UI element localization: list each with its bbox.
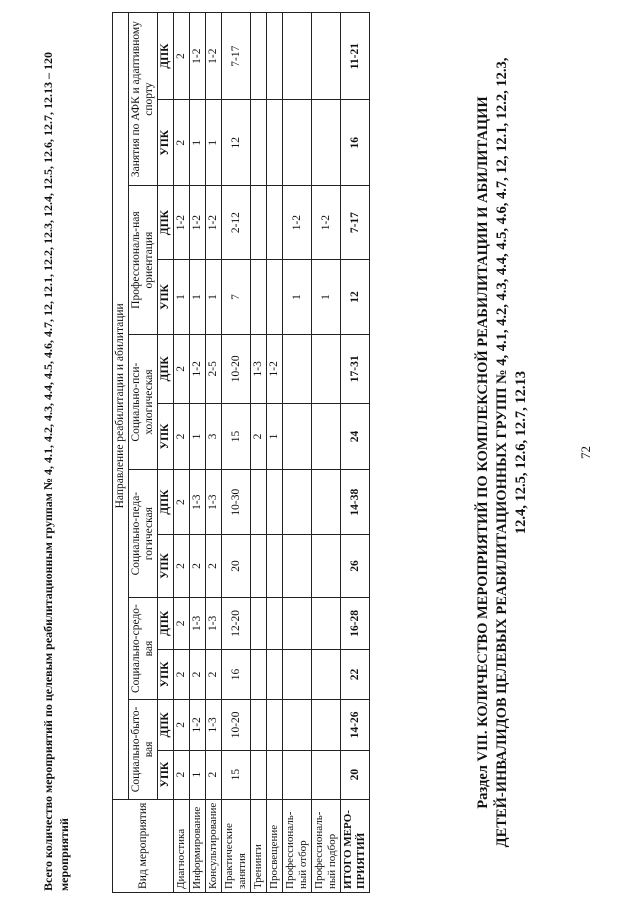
table-cell: 2 bbox=[190, 535, 206, 598]
header-dpk: ДПК bbox=[158, 186, 174, 260]
header-dpk: ДПК bbox=[158, 700, 174, 750]
table-row bbox=[174, 13, 190, 893]
table-cell bbox=[251, 750, 267, 799]
table-cell: 1 bbox=[190, 100, 206, 186]
table-cell: 1-2 bbox=[206, 186, 222, 260]
table-cell: 1 bbox=[190, 403, 206, 470]
table-cell bbox=[251, 13, 267, 100]
row-label: ИТОГО МЕРО-ПРИЯТИЙ bbox=[341, 799, 370, 892]
table-cell: 2-12 bbox=[222, 186, 251, 260]
header-dpk: ДПК bbox=[158, 334, 174, 403]
table-cell: 1-3 bbox=[206, 598, 222, 650]
table-cell: 7-17 bbox=[222, 13, 251, 100]
header-dpk: ДПК bbox=[158, 13, 174, 100]
table-cell bbox=[267, 598, 283, 650]
table-cell: 1-2 bbox=[190, 186, 206, 260]
header-group: Занятия по АФК и адаптивному спорту bbox=[129, 13, 158, 186]
table-cell: 20 bbox=[341, 750, 370, 799]
table-cell: 10-20 bbox=[222, 700, 251, 750]
row-label: Профессиональ-ный подбор bbox=[312, 799, 341, 892]
table-cell: 10-20 bbox=[222, 334, 251, 403]
table-cell: 2 bbox=[206, 649, 222, 699]
table-cell: 2 bbox=[174, 13, 190, 100]
table-cell: 16 bbox=[222, 649, 251, 699]
table-cell bbox=[312, 535, 341, 598]
table-cell: 15 bbox=[222, 750, 251, 799]
table-cell: 3 bbox=[206, 403, 222, 470]
table-cell bbox=[312, 403, 341, 470]
table-cell bbox=[251, 100, 267, 186]
header-group: Профессиональ-ная ориентация bbox=[129, 186, 158, 335]
title-line: ДЕТЕЙ-ИНВАЛИДОВ ЦЕЛЕВЫХ РЕАБИЛИТАЦИОННЫХ ГРУПП № 4, 4.1, 4.2, 4.3, 4.4, 4.5, 4.6, 4.7, 12, 12.1, 12.2, 12.3, bbox=[494, 57, 510, 848]
table-cell bbox=[312, 700, 341, 750]
table-cell: 1 bbox=[312, 259, 341, 334]
row-label: Тренинги bbox=[251, 799, 267, 892]
table-cell: 24 bbox=[341, 403, 370, 470]
header-group: Социально-средо-вая bbox=[129, 598, 158, 700]
row-label: Информирование bbox=[190, 799, 206, 892]
table-cell: 22 bbox=[341, 649, 370, 699]
table-cell bbox=[283, 750, 312, 799]
table-cell: 1-3 bbox=[190, 598, 206, 650]
table-cell bbox=[267, 13, 283, 100]
table-cell: 2 bbox=[174, 535, 190, 598]
table-cell: 1-2 bbox=[190, 334, 206, 403]
table-cell: 1-3 bbox=[251, 334, 267, 403]
table-cell bbox=[283, 403, 312, 470]
table-cell bbox=[312, 100, 341, 186]
table-cell: 2 bbox=[251, 403, 267, 470]
table-cell bbox=[283, 598, 312, 650]
table-cell bbox=[267, 535, 283, 598]
table-cell bbox=[312, 750, 341, 799]
table-cell: 16-28 bbox=[341, 598, 370, 650]
table-cell bbox=[283, 700, 312, 750]
table-cell bbox=[283, 470, 312, 535]
table-cell: 2 bbox=[174, 334, 190, 403]
header-upk: УПК bbox=[158, 750, 174, 799]
table-row bbox=[222, 13, 251, 893]
table-cell: 1 bbox=[190, 259, 206, 334]
table-cell: 1 bbox=[206, 259, 222, 334]
table-cell: 1 bbox=[190, 750, 206, 799]
header-direction: Направление реабилитации и абилитации bbox=[113, 13, 129, 800]
table-cell: 2 bbox=[190, 649, 206, 699]
table-row bbox=[312, 13, 341, 893]
table-cell bbox=[312, 649, 341, 699]
table-cell: 7 bbox=[222, 259, 251, 334]
table-cell: 2 bbox=[174, 700, 190, 750]
table-cell: 12 bbox=[222, 100, 251, 186]
row-label: Просвещение bbox=[267, 799, 283, 892]
table-cell bbox=[251, 259, 267, 334]
table-cell: 11-21 bbox=[341, 13, 370, 100]
table-cell bbox=[267, 259, 283, 334]
table-row bbox=[251, 13, 267, 893]
section-title bbox=[474, 0, 531, 905]
table-row bbox=[206, 13, 222, 893]
table-cell bbox=[251, 649, 267, 699]
table-cell: 17-31 bbox=[341, 334, 370, 403]
table-cell: 14-38 bbox=[341, 470, 370, 535]
header-upk: УПК bbox=[158, 259, 174, 334]
header-group: Социально-быто-вая bbox=[129, 700, 158, 800]
table-cell: 10-30 bbox=[222, 470, 251, 535]
table-cell bbox=[312, 334, 341, 403]
table-row bbox=[341, 13, 370, 893]
table-cell: 2 bbox=[206, 535, 222, 598]
title-line: 12.4, 12.5, 12.6, 12.7, 12.13 bbox=[513, 370, 529, 535]
header-upk: УПК bbox=[158, 403, 174, 470]
table-cell: 1-2 bbox=[190, 13, 206, 100]
header-group: Социально-пси-хологическая bbox=[129, 334, 158, 469]
table-cell bbox=[312, 470, 341, 535]
table-cell bbox=[267, 649, 283, 699]
row-label: Практические занятия bbox=[222, 799, 251, 892]
header-dpk: ДПК bbox=[158, 598, 174, 650]
row-label: Диагностика bbox=[174, 799, 190, 892]
table-cell: 1-2 bbox=[190, 700, 206, 750]
table-cell: 2 bbox=[174, 750, 190, 799]
table-cell: 7-17 bbox=[341, 186, 370, 260]
events-table bbox=[112, 12, 370, 893]
table-cell: 2 bbox=[174, 649, 190, 699]
table-cell: 20 bbox=[222, 535, 251, 598]
table-cell: 2 bbox=[174, 470, 190, 535]
table-cell bbox=[267, 750, 283, 799]
table-row bbox=[267, 13, 283, 893]
table-cell: 26 bbox=[341, 535, 370, 598]
header-group: Социально-педа-гогическая bbox=[129, 470, 158, 598]
table-cell: 12-20 bbox=[222, 598, 251, 650]
table-cell: 15 bbox=[222, 403, 251, 470]
table-cell: 2 bbox=[174, 100, 190, 186]
title-line: Раздел VIII. КОЛИЧЕСТВО МЕРОПРИЯТИЙ ПО КОМПЛЕКСНОЙ РЕАБИЛИТАЦИИ И АБИЛИТАЦИИ bbox=[475, 96, 491, 809]
page-number: 72 bbox=[578, 446, 593, 459]
table-cell: 1-3 bbox=[206, 470, 222, 535]
table-cell bbox=[267, 100, 283, 186]
table-cell bbox=[251, 535, 267, 598]
table-cell: 1-2 bbox=[174, 186, 190, 260]
header-upk: УПК bbox=[158, 649, 174, 699]
table-cell: 2 bbox=[174, 598, 190, 650]
table-cell bbox=[283, 334, 312, 403]
row-label: Консультирование bbox=[206, 799, 222, 892]
header-upk: УПК bbox=[158, 100, 174, 186]
table-cell bbox=[312, 13, 341, 100]
table-cell: 2 bbox=[206, 750, 222, 799]
header-dpk: ДПК bbox=[158, 470, 174, 535]
table-cell: 1-3 bbox=[206, 700, 222, 750]
table-cell bbox=[283, 649, 312, 699]
table-cell: 1-2 bbox=[267, 334, 283, 403]
table-cell bbox=[251, 700, 267, 750]
table-cell bbox=[267, 470, 283, 535]
table-row bbox=[283, 13, 312, 893]
table-cell bbox=[251, 598, 267, 650]
table-cell bbox=[251, 470, 267, 535]
table-cell: 1-3 bbox=[190, 470, 206, 535]
table-cell: 14-26 bbox=[341, 700, 370, 750]
table-cell: 1 bbox=[283, 259, 312, 334]
table-cell: 1 bbox=[206, 100, 222, 186]
table-body bbox=[174, 13, 370, 893]
table-row bbox=[190, 13, 206, 893]
row-label: Профессиональ-ный отбор bbox=[283, 799, 312, 892]
table-cell bbox=[267, 186, 283, 260]
table-cell: 1 bbox=[174, 259, 190, 334]
footnote: Всего количество мероприятий по целевым реабилитационным группам № 4, 4.1, 4.2, 4.3, 4.4, 4.5, 4.6, 4.7, 12, 12.1, 12.2, 12.3, 12.4, 12.5, 12.6, 12.7, 12.13 – 120 мероприятий bbox=[41, 51, 71, 891]
table-cell bbox=[283, 100, 312, 186]
table-cell: 2 bbox=[174, 403, 190, 470]
table-cell: 2-5 bbox=[206, 334, 222, 403]
table-cell: 1-2 bbox=[283, 186, 312, 260]
table-cell: 16 bbox=[341, 100, 370, 186]
table-cell bbox=[283, 535, 312, 598]
table-cell: 1-2 bbox=[312, 186, 341, 260]
header-event-type: Вид мероприятия bbox=[113, 799, 174, 892]
header-upk: УПК bbox=[158, 535, 174, 598]
table-cell: 1 bbox=[267, 403, 283, 470]
table-cell bbox=[312, 598, 341, 650]
table-cell bbox=[283, 13, 312, 100]
table-cell: 1-2 bbox=[206, 13, 222, 100]
table-cell: 12 bbox=[341, 259, 370, 334]
table-cell bbox=[267, 700, 283, 750]
table-cell bbox=[251, 186, 267, 260]
